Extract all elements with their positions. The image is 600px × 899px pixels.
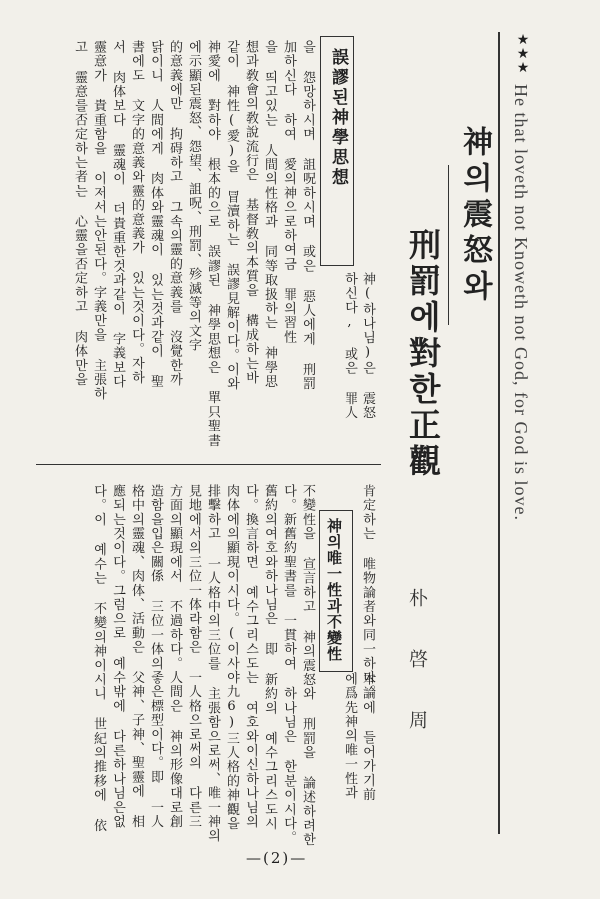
section2-line: 格中의靈魂、肉体、活動은 父神、子神、聖靈에 相 <box>129 484 144 829</box>
section2-line: 方面의顯現에서 不過하다。人間은 神의形像대로創 <box>167 484 182 829</box>
section1-line: 고 靈意를否定하는者는 心靈을否定하고 肉体만을 <box>72 40 87 387</box>
section1-line: 神愛에 對하야 根本的으로 誤謬된 神學思想은 單只聖書 <box>205 40 220 448</box>
title-line-2: 刑罰에對한正觀 <box>404 228 442 480</box>
section2-line: 舊約의여호와하나님은 即 新約의 예수그리스도시 <box>262 484 277 831</box>
section2-heading: 神의唯一性과不變性 <box>325 518 343 662</box>
section2-line: 다。換言하면 예수그리스도는 여호와이신하나님의 <box>243 484 258 829</box>
section2-line: 不變性을 宣言하고 神의震怒와 刑罰을 論述하려한 <box>300 484 315 847</box>
section-divider <box>36 464 381 465</box>
section1-line: 에示顯된震怒、怨望、詛呪、刑罰、殄滅等의文字 <box>186 40 201 353</box>
author: 朴啓周 <box>406 588 428 771</box>
section2-line: 에爲先神의唯一性과 <box>342 672 357 800</box>
section1-line: 神(하나님)은 震怒 <box>360 272 375 420</box>
section1-line: 닭이니 人間에게 肉体와靈魂이 있는것과같이 聖 <box>148 40 163 389</box>
section1-line: 書에도 文字的意義와靈的意義가 있는것이다。자하 <box>129 40 144 385</box>
section1-line: 加하신다 하여 愛의神으로하여금 罪의習性 <box>281 40 296 345</box>
section2-line: 다。이 예수는 不變의神이시니 世紀의推移에 依 <box>91 484 106 833</box>
epigraph-divider <box>498 32 500 834</box>
section2-line: 排擊하고 一人格中의三位를 主張함으로써、唯一神의 <box>205 484 220 843</box>
section2-line: 다。新舊約聖書를 一貫하여 하나님은 한분이시다。 <box>281 484 296 845</box>
section1-line: 想과敎會의敎說流行은 基督敎의本質을 構成하는바 <box>243 40 258 385</box>
section1-line: 的意義에만 拘碍하고 그속의靈的意義를 沒覺한까 <box>167 40 182 387</box>
section1-line: 하신다, 或은 罪人 <box>342 272 357 420</box>
section2-line: 肉体에의顯現이시다。(이사야九6)三人格的神觀을 <box>224 484 239 831</box>
section1-line: 서 肉体보다 靈魂이 더貴重한것과같이 字義보다 <box>110 40 125 389</box>
section2-line: 造함을입은關係 三位一体의좋은標型이다。即 一人 <box>148 484 163 829</box>
section2-line: 見地에서의三位一体라함은 一人格으로써의 다른三 <box>186 484 201 829</box>
section1-line: 靈意가 貴重함을 이저서는안된다。字義만을 主張하 <box>91 40 106 401</box>
section2-line: 本論에 들어가기前 <box>360 672 375 802</box>
section1-line: 을 怨망하시며 詛呪하시며 或은 惡人에게 刑罰 <box>300 40 315 391</box>
title-rule <box>448 165 449 325</box>
section1-heading: 誤謬된神學思想 <box>328 48 348 188</box>
star-ornament: ★★★ <box>515 32 531 74</box>
page-number: —(2)— <box>246 849 308 867</box>
section1-line: 같이 神性(愛)을 冒瀆하는 誤謬見解이다。이와 <box>224 40 239 391</box>
title-line-1: 神의震怒와 <box>457 126 492 306</box>
section2-line: 應되는것이다。그럼으로 예수밖에 다른하나님은없 <box>110 484 125 829</box>
section1-line: 을 띄고있는 人間의性格과 同等取扱하는 神學思 <box>262 40 277 389</box>
section2-line: 肯定하는 唯物論者와同一하다。 <box>360 484 375 699</box>
epigraph: He that loveth not Knoweth not God, for God is love. <box>511 84 531 521</box>
